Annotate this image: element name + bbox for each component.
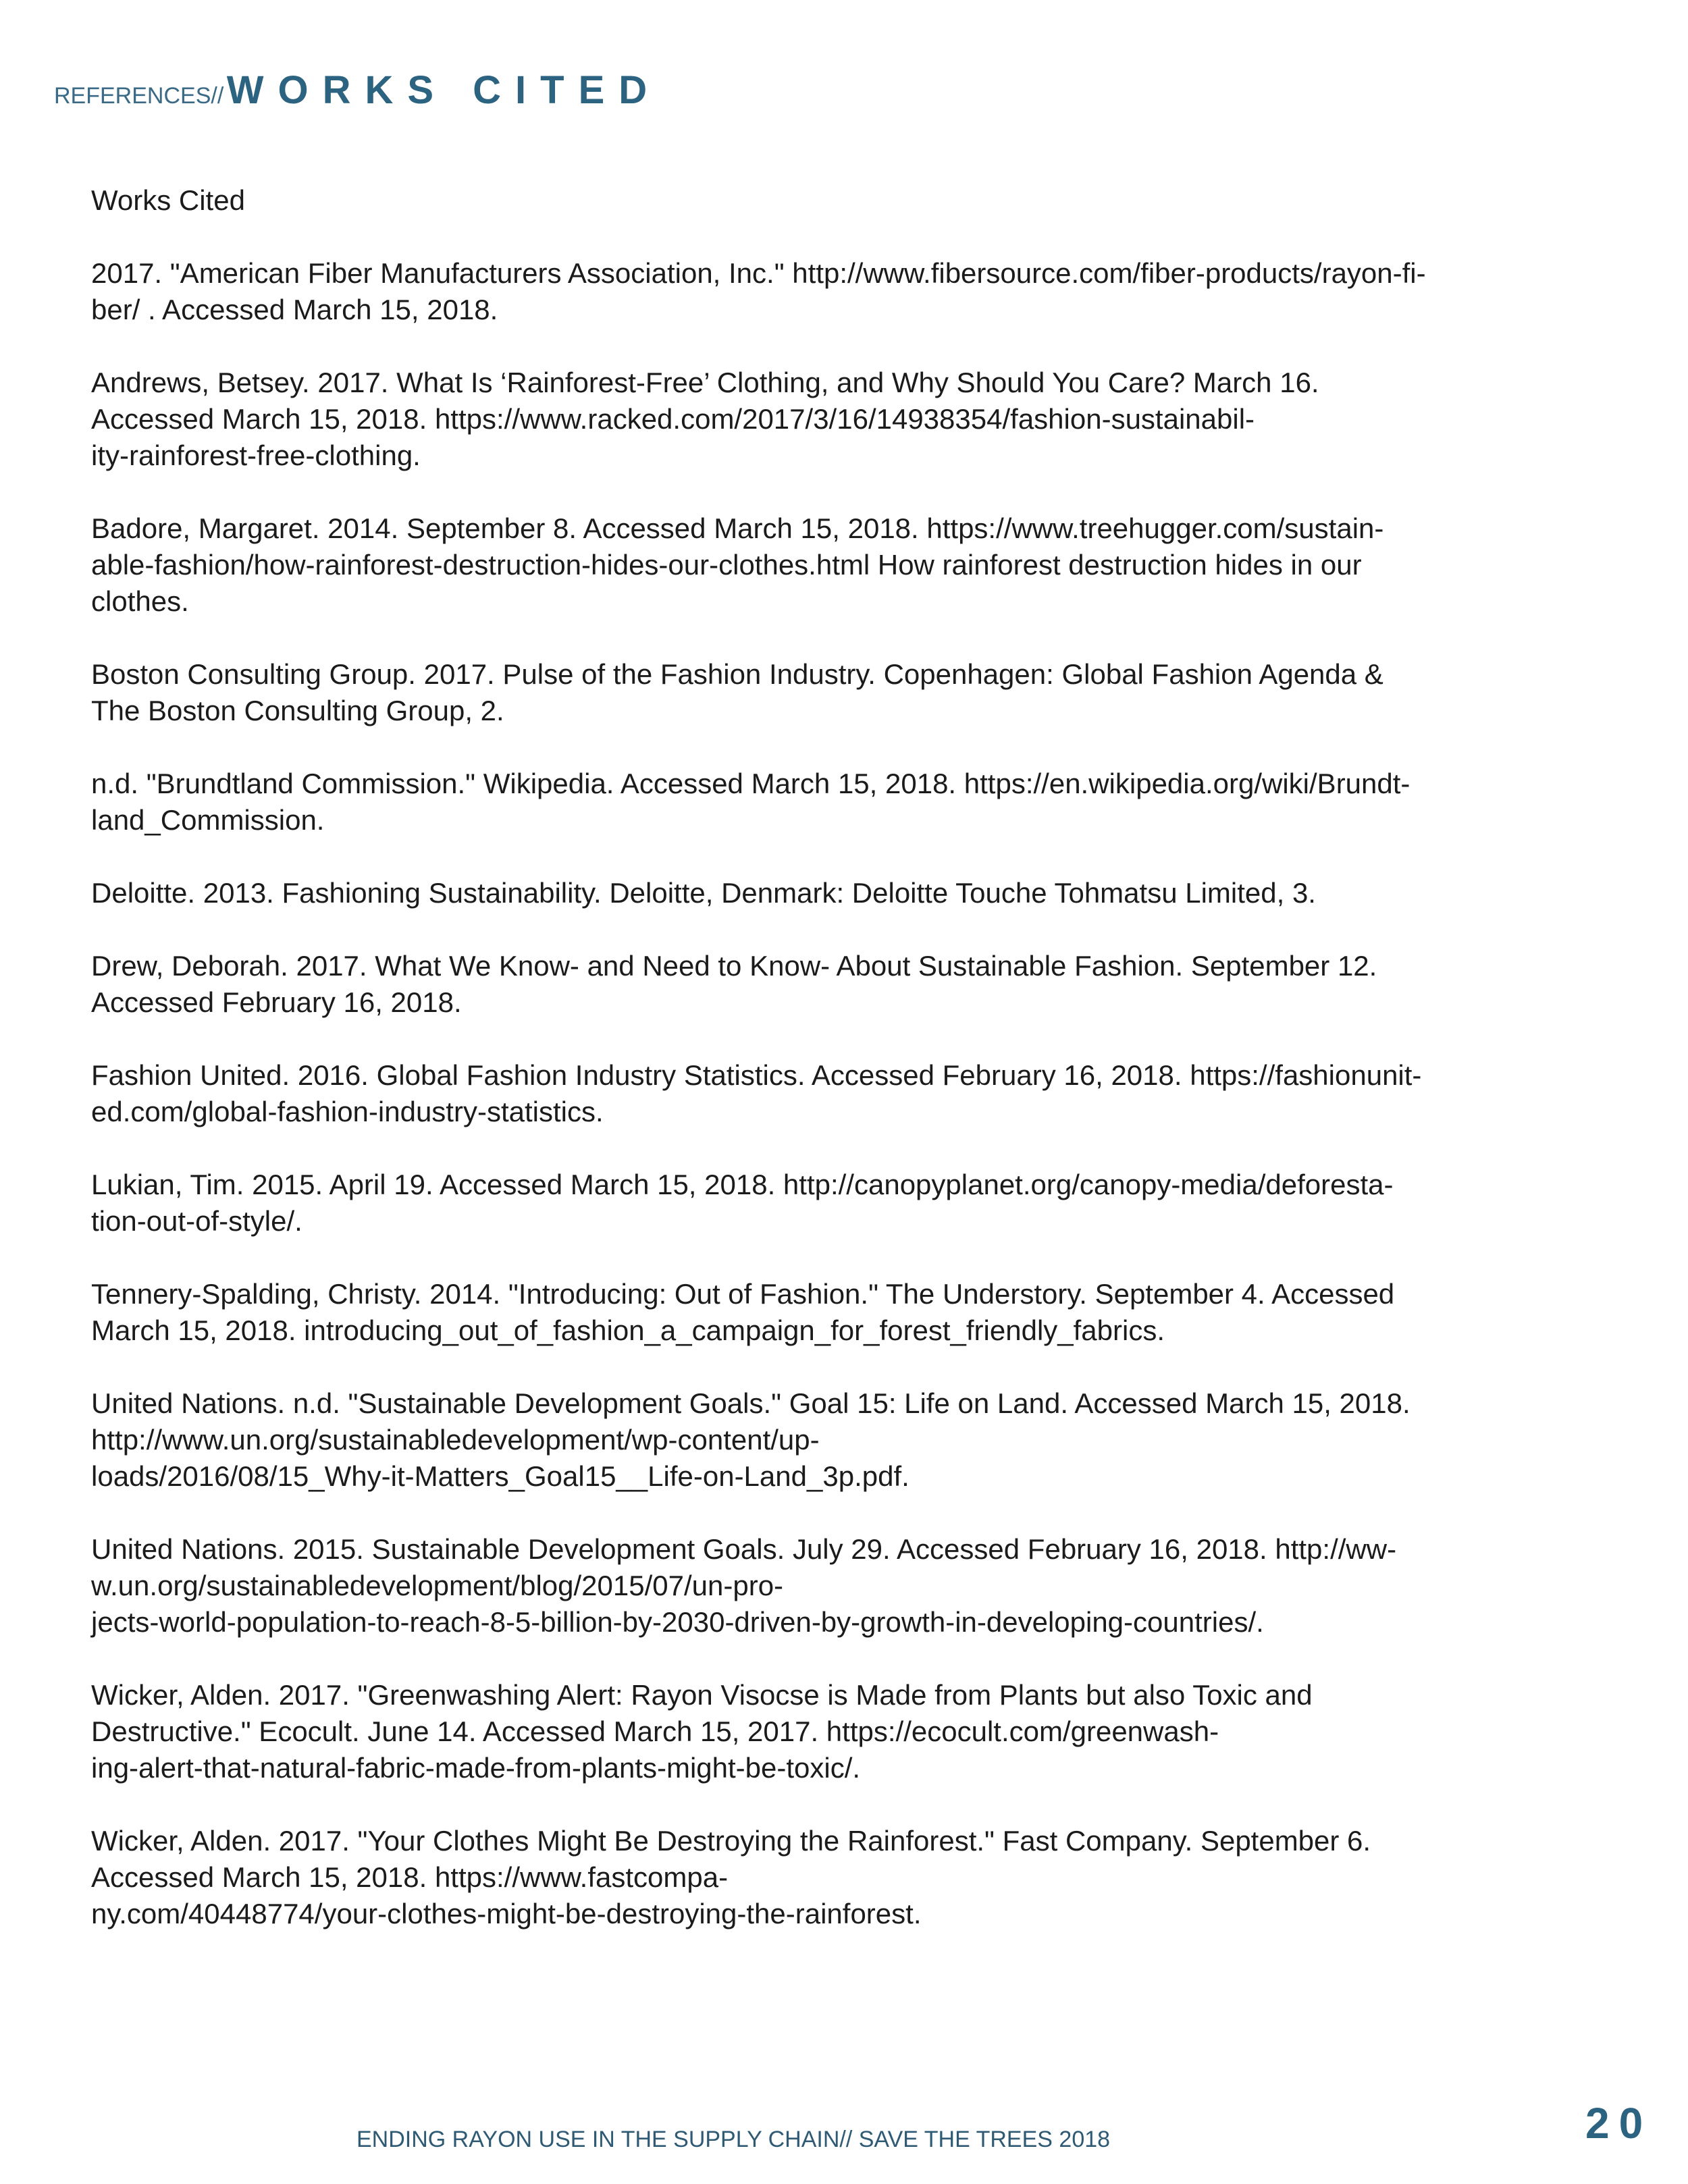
reference-entry	[91, 766, 1529, 838]
reference-line: United Nations. 2015. Sustainable Development Goals. July 29. Accessed February 16, 2018. http://ww-	[91, 1533, 1397, 1565]
reference-line: The Boston Consulting Group, 2.	[91, 695, 504, 726]
reference-entry	[91, 1385, 1529, 1495]
reference-entry	[91, 510, 1529, 620]
reference-line: http://www.un.org/sustainabledevelopment/wp-content/up-	[91, 1424, 820, 1456]
reference-line: Tennery-Spalding, Christy. 2014. "Introducing: Out of Fashion." The Understory. September 4. Accessed	[91, 1278, 1395, 1310]
reference-line: ny.com/40448774/your-clothes-might-be-destroying-the-rainforest.	[91, 1898, 922, 1929]
reference-line: able-fashion/how-rainforest-destruction-hides-our-clothes.html How rainforest destruction hides in our	[91, 549, 1362, 581]
reference-line: jects-world-population-to-reach-8-5-billion-by-2030-driven-by-growth-in-developing-countries/.	[91, 1606, 1264, 1638]
reference-entry	[91, 1276, 1529, 1349]
reference-entry	[91, 365, 1529, 474]
reference-line: Wicker, Alden. 2017. "Your Clothes Might Be Destroying the Rainforest." Fast Company. September 6.	[91, 1825, 1371, 1857]
reference-entry	[91, 948, 1529, 1021]
document-heading: Works Cited	[91, 184, 245, 216]
reference-entry	[91, 875, 1529, 911]
reference-entry	[91, 1823, 1529, 1932]
works-cited-body	[91, 182, 1529, 1969]
reference-line: n.d. "Brundtland Commission." Wikipedia. Accessed March 15, 2018. https://en.wikipedia.org/wiki/Brundt-	[91, 768, 1410, 799]
reference-line: Lukian, Tim. 2015. April 19. Accessed March 15, 2018. http://canopyplanet.org/canopy-media/deforesta-	[91, 1169, 1394, 1200]
section-kicker: REFERENCES//	[54, 83, 224, 109]
page-header	[54, 68, 661, 113]
reference-list	[91, 255, 1529, 1932]
reference-entry	[91, 1677, 1529, 1786]
reference-line: Drew, Deborah. 2017. What We Know- and Need to Know- About Sustainable Fashion. September 12.	[91, 950, 1377, 982]
reference-line: Deloitte. 2013. Fashioning Sustainability. Deloitte, Denmark: Deloitte Touche Tohmatsu Limited, 3.	[91, 877, 1316, 909]
reference-entry	[91, 1167, 1529, 1240]
reference-line: land_Commission.	[91, 804, 325, 836]
reference-line: tion-out-of-style/.	[91, 1205, 302, 1237]
reference-line: ed.com/global-fashion-industry-statistics.	[91, 1096, 604, 1127]
reference-entry	[91, 255, 1529, 328]
reference-entry	[91, 1057, 1529, 1130]
reference-line: clothes.	[91, 585, 189, 617]
reference-line: Wicker, Alden. 2017. "Greenwashing Alert: Rayon Visocse is Made from Plants but also Toxic and	[91, 1679, 1313, 1711]
reference-line: 2017. "American Fiber Manufacturers Association, Inc." http://www.fibersource.com/fiber-products/rayon-fi-	[91, 257, 1426, 289]
page-number: 20	[1585, 2099, 1653, 2148]
page-title: WORKS CITED	[226, 68, 662, 112]
reference-line: Accessed March 15, 2018. https://www.fastcompa-	[91, 1861, 729, 1893]
reference-line: w.un.org/sustainabledevelopment/blog/2015/07/un-pro-	[91, 1570, 784, 1601]
reference-line: Accessed March 15, 2018. https://www.racked.com/2017/3/16/14938354/fashion-sustainabil-	[91, 403, 1255, 435]
reference-line: Accessed February 16, 2018.	[91, 986, 462, 1018]
reference-line: March 15, 2018. introducing_out_of_fashion_a_campaign_for_forest_friendly_fabrics.	[91, 1314, 1165, 1346]
reference-line: Badore, Margaret. 2014. September 8. Accessed March 15, 2018. https://www.treehugger.com/sustain-	[91, 512, 1384, 544]
reference-line: Fashion United. 2016. Global Fashion Industry Statistics. Accessed February 16, 2018. https://fashionunit-	[91, 1059, 1422, 1091]
reference-line: ity-rainforest-free-clothing.	[91, 440, 421, 471]
reference-entry	[91, 1531, 1529, 1641]
reference-entry	[91, 656, 1529, 729]
reference-line: United Nations. n.d. "Sustainable Development Goals." Goal 15: Life on Land. Accessed March 15, 2018.	[91, 1387, 1410, 1419]
reference-line: Andrews, Betsey. 2017. What Is ‘Rainforest-Free’ Clothing, and Why Should You Care? March 16.	[91, 367, 1319, 398]
reference-line: Destructive." Ecocult. June 14. Accessed March 15, 2017. https://ecocult.com/greenwash-	[91, 1715, 1219, 1747]
reference-line: loads/2016/08/15_Why-it-Matters_Goal15__Life-on-Land_3p.pdf.	[91, 1460, 909, 1492]
reference-line: ber/ . Accessed March 15, 2018.	[91, 294, 498, 325]
reference-line: ing-alert-that-natural-fabric-made-from-plants-might-be-toxic/.	[91, 1752, 861, 1784]
footer-text: ENDING RAYON USE IN THE SUPPLY CHAIN// SAVE THE TREES 2018	[357, 2127, 1111, 2152]
reference-line: Boston Consulting Group. 2017. Pulse of the Fashion Industry. Copenhagen: Global Fashion Agenda &	[91, 658, 1383, 690]
